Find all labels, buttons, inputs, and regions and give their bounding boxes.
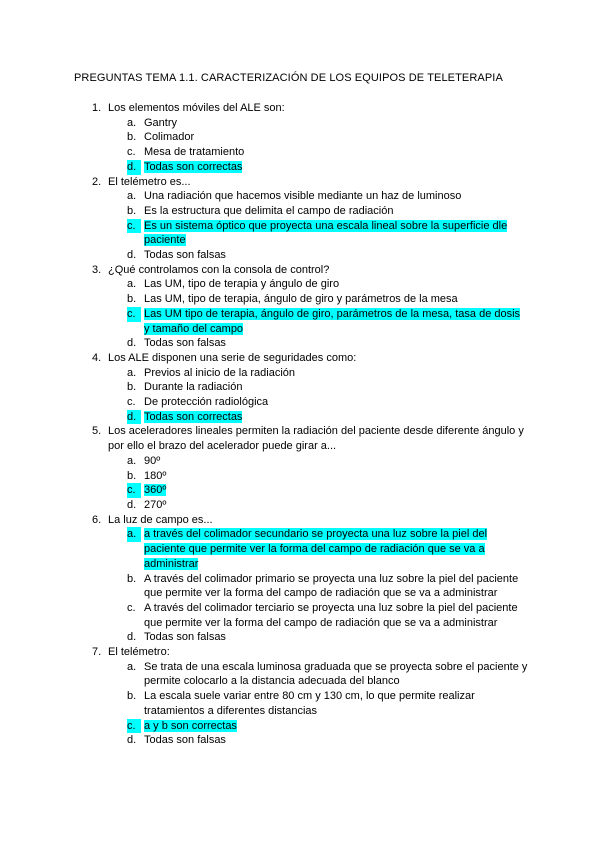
question-text: ¿Qué controlamos con la consola de control?: [108, 263, 330, 276]
option-list: [0, 454, 600, 513]
option-item: [0, 204, 600, 219]
option-letter: a.: [127, 116, 137, 129]
question-6: [0, 513, 600, 645]
option-letter: c.: [127, 219, 141, 234]
option-item-highlighted: [0, 219, 600, 248]
option-text: Todas son falsas: [144, 631, 226, 644]
option-text: Gantry: [144, 116, 178, 129]
option-item: [0, 498, 600, 513]
option-text-block: [144, 630, 528, 645]
option-letter: b.: [127, 690, 137, 703]
option-text-block: [144, 307, 528, 336]
option-text-block: [144, 395, 528, 410]
option-item: [0, 116, 600, 131]
option-item-highlighted: [0, 307, 600, 336]
option-item-highlighted: [0, 160, 600, 175]
question-number: 7.: [92, 646, 102, 659]
option-letter: c.: [127, 146, 136, 159]
option-item: [0, 630, 600, 645]
option-text-block: [144, 160, 528, 175]
option-text-block: [144, 454, 528, 469]
option-text-block: [144, 689, 528, 718]
question-5: [0, 424, 600, 512]
option-item: [0, 572, 600, 601]
option-text: Todas son falsas: [144, 734, 226, 747]
option-text: Todas son falsas: [144, 337, 226, 350]
option-text-block: [144, 292, 528, 307]
option-item: [0, 277, 600, 292]
option-letter: a.: [127, 660, 137, 673]
option-letter: b.: [127, 381, 137, 394]
option-letter: b.: [127, 469, 137, 482]
option-text: Las UM, tipo de terapia, ángulo de giro y parámetros de la mesa: [144, 293, 458, 306]
option-letter: b.: [127, 572, 137, 585]
option-text: Una radiación que hacemos visible mediante un haz de luminoso: [144, 190, 462, 203]
question-text: Los aceleradores lineales permiten la radiación del paciente desde diferente ángulo y por ello el brazo del acelerador puede girar a...: [108, 425, 524, 453]
question-number: 4.: [92, 351, 102, 364]
option-list: [0, 189, 600, 263]
option-item: [0, 336, 600, 351]
question-number: 2.: [92, 175, 102, 188]
option-text-block: [144, 130, 528, 145]
option-item: [0, 395, 600, 410]
question-4: [0, 351, 600, 425]
option-text: A través del colimador terciario se proyecta una luz sobre la piel del paciente que permite ver la forma del campo de radiación que se va a administrar: [144, 601, 518, 629]
option-text-block: [144, 366, 528, 381]
option-item: [0, 292, 600, 307]
option-text: 180º: [144, 469, 167, 482]
option-letter: c.: [127, 601, 136, 614]
question-1: [0, 101, 600, 175]
document-title: PREGUNTAS TEMA 1.1. CARACTERIZACIÓN DE LOS EQUIPOS DE TELETERAPIA: [74, 72, 503, 84]
option-list: [0, 366, 600, 425]
option-text-block: [144, 719, 528, 734]
option-text: Todas son falsas: [144, 249, 226, 262]
option-item: [0, 366, 600, 381]
option-list: [0, 277, 600, 351]
option-letter: b.: [127, 293, 137, 306]
option-text-block: [144, 116, 528, 131]
option-text-block: [144, 483, 528, 498]
option-letter: c.: [127, 483, 141, 498]
option-item-highlighted: [0, 483, 600, 498]
option-list: [0, 527, 600, 645]
option-item: [0, 733, 600, 748]
option-letter: a.: [127, 527, 141, 542]
option-letter: d.: [127, 160, 141, 175]
option-letter: d.: [127, 337, 137, 350]
option-text: a través del colimador secundario se proyecta una luz sobre la piel del paciente que permite ver la forma del campo de radiación que se va a administrar: [144, 528, 488, 570]
option-text-block: [144, 410, 528, 425]
option-text: Todas son correctas: [144, 160, 243, 173]
option-text: Las UM, tipo de terapia y ángulo de giro: [144, 278, 340, 291]
option-item-highlighted: [0, 410, 600, 425]
question-number: 1.: [92, 102, 102, 114]
option-text-block: [144, 469, 528, 484]
option-letter: c.: [127, 719, 141, 734]
option-item: [0, 145, 600, 160]
question-number: 3.: [92, 263, 102, 276]
option-list: [0, 660, 600, 748]
question-2: [0, 175, 600, 263]
option-item: [0, 469, 600, 484]
option-text: 270º: [144, 498, 167, 511]
option-text: 90º: [144, 454, 161, 467]
option-text: Es la estructura que delimita el campo de radiación: [144, 204, 394, 217]
option-text-block: [144, 189, 528, 204]
option-text-block: [144, 336, 528, 351]
option-item: [0, 130, 600, 145]
option-letter: d.: [127, 249, 137, 262]
question-text: Los ALE disponen una serie de seguridades como:: [108, 351, 357, 364]
option-text-block: [144, 248, 528, 263]
option-item-highlighted: [0, 719, 600, 734]
option-letter: d.: [127, 410, 141, 425]
option-text-block: [144, 498, 528, 513]
option-text: Durante la radiación: [144, 381, 243, 394]
option-letter: d.: [127, 734, 137, 747]
option-text: Previos al inicio de la radiación: [144, 366, 296, 379]
option-text-block: [144, 145, 528, 160]
option-text: Las UM tipo de terapia, ángulo de giro, parámetros de la mesa, tasa de dosis y tamaño del campo: [144, 307, 521, 335]
option-list: [0, 116, 600, 175]
option-text: De protección radiológica: [144, 396, 269, 409]
option-text: 360º: [144, 484, 167, 497]
option-item: [0, 189, 600, 204]
option-text-block: [144, 660, 528, 689]
option-text: A través del colimador primario se proyecta una luz sobre la piel del paciente que permite ver la forma del campo de radiación que se va a administrar: [144, 572, 519, 600]
option-item: [0, 380, 600, 395]
question-3: [0, 263, 600, 351]
option-text-block: [144, 219, 528, 248]
question-list: [0, 101, 600, 748]
option-item: [0, 248, 600, 263]
option-letter: b.: [127, 204, 137, 217]
option-text: Todas son correctas: [144, 410, 243, 423]
question-number: 6.: [92, 513, 102, 526]
option-letter: a.: [127, 278, 137, 291]
option-letter: c.: [127, 307, 141, 322]
option-text: a y b son correctas: [144, 719, 237, 732]
option-letter: a.: [127, 190, 137, 203]
question-7: [0, 645, 600, 748]
option-text-block: [144, 380, 528, 395]
question-text: El telémetro:: [108, 646, 170, 659]
option-text: Colimador: [144, 131, 195, 144]
option-letter: a.: [127, 454, 137, 467]
option-text-block: [144, 527, 528, 571]
option-item: [0, 454, 600, 469]
option-letter: d.: [127, 498, 137, 511]
option-text-block: [144, 601, 528, 630]
option-text-block: [144, 572, 528, 601]
option-text: Mesa de tratamiento: [144, 146, 245, 159]
question-text: Los elementos móviles del ALE son:: [108, 102, 285, 114]
option-letter: a.: [127, 366, 137, 379]
option-item-highlighted: [0, 527, 600, 571]
option-text-block: [144, 204, 528, 219]
option-item: [0, 660, 600, 689]
option-item: [0, 689, 600, 718]
option-letter: b.: [127, 131, 137, 144]
question-number: 5.: [92, 425, 102, 438]
question-text: El telémetro es...: [108, 175, 191, 188]
question-text: La luz de campo es...: [108, 513, 213, 526]
option-text-block: [144, 277, 528, 292]
option-letter: c.: [127, 396, 136, 409]
option-text: La escala suele variar entre 80 cm y 130 cm, lo que permite realizar tratamientos a diferentes distancias: [144, 690, 475, 717]
option-item: [0, 601, 600, 630]
option-text: Se trata de una escala luminosa graduada que se proyecta sobre el paciente y permite colocarlo a la distancia adecuada del blanco: [144, 660, 528, 688]
option-text-block: [144, 733, 528, 748]
option-letter: d.: [127, 631, 137, 644]
option-text: Es un sistema óptico que proyecta una escala lineal sobre la superficie dle paciente: [144, 219, 508, 247]
